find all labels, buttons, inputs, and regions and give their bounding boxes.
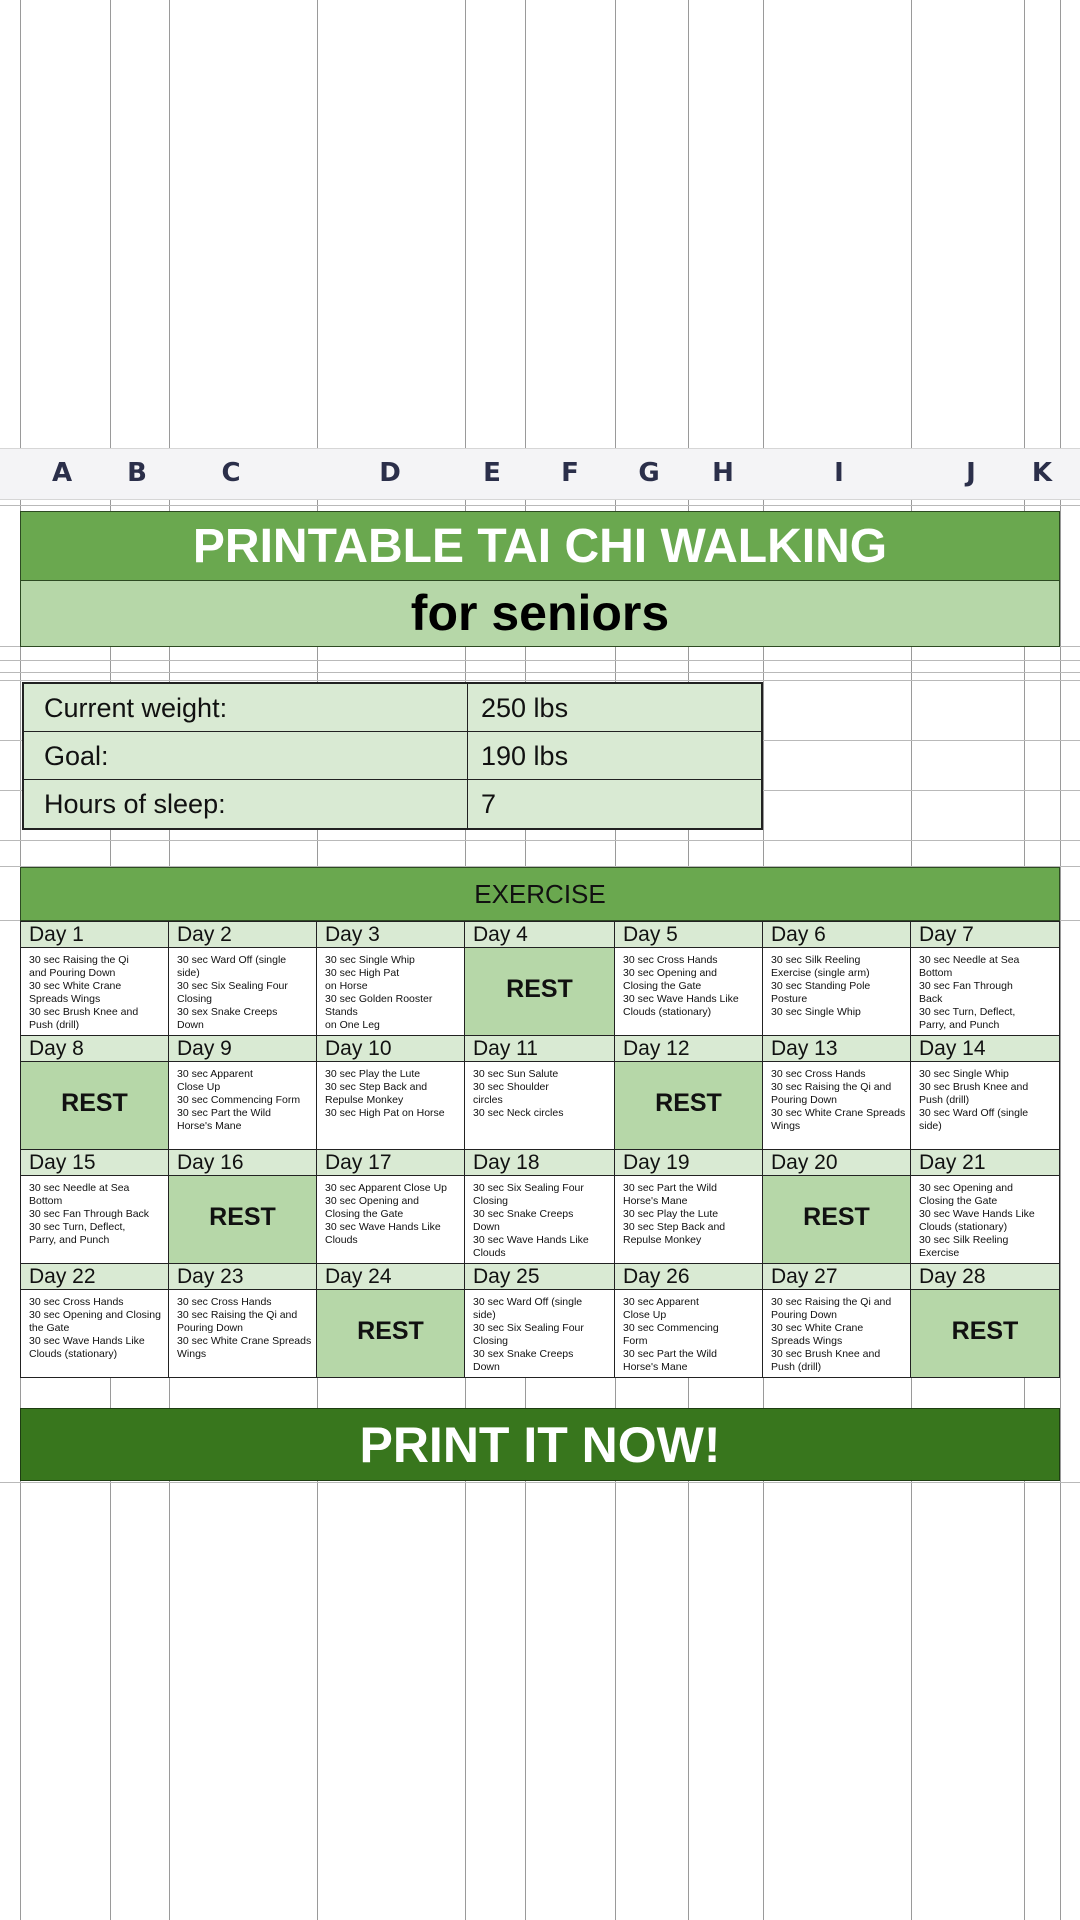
- grid-row-line: [0, 505, 1080, 506]
- calendar-day-cell[interactable]: [169, 922, 317, 1036]
- day-exercises: 30 sec Cross Hands 30 sec Raising the Qi and Pouring Down 30 sec White Crane Spreads Wings: [763, 1062, 910, 1150]
- calendar-day-cell[interactable]: [21, 1036, 169, 1150]
- day-label: Day 5: [615, 922, 762, 948]
- info-table: [22, 682, 763, 830]
- calendar-day-cell[interactable]: [317, 1264, 465, 1378]
- info-value[interactable]: 250 lbs: [481, 693, 569, 723]
- calendar-day-cell[interactable]: [465, 922, 615, 1036]
- day-exercises: 30 sec Opening and Closing the Gate 30 sec Wave Hands Like Clouds (stationary) 30 sec Silk Reeling Exercise: [911, 1176, 1059, 1264]
- page-subtitle: for seniors: [20, 581, 1060, 647]
- column-header-g[interactable]: G: [638, 458, 660, 488]
- day-exercises: 30 sec Cross Hands 30 sec Raising the Qi and Pouring Down 30 sec White Crane Spreads Wings: [169, 1290, 316, 1378]
- calendar-week-3: [21, 1150, 1060, 1264]
- column-header-h[interactable]: H: [712, 458, 734, 488]
- calendar-week-1: [21, 921, 1060, 1036]
- day-label: Day 25: [465, 1264, 614, 1290]
- calendar-day-cell[interactable]: [169, 1150, 317, 1264]
- day-exercises: 30 sec Cross Hands 30 sec Opening and Closing the Gate 30 sec Wave Hands Like Clouds (stationary): [615, 948, 762, 1036]
- day-label: Day 18: [465, 1150, 614, 1176]
- grid-row-line: [0, 1482, 1080, 1483]
- info-value[interactable]: 7: [481, 789, 497, 819]
- day-label: Day 23: [169, 1264, 316, 1290]
- exercise-calendar: [20, 921, 1060, 1378]
- day-label: Day 8: [21, 1036, 168, 1062]
- calendar-day-cell[interactable]: [317, 1150, 465, 1264]
- rest-day-marker: REST: [763, 1176, 910, 1264]
- rest-day-marker: REST: [169, 1176, 316, 1264]
- grid-column-line: [1060, 0, 1061, 1920]
- column-header-i[interactable]: I: [834, 458, 844, 488]
- calendar-day-cell[interactable]: [911, 922, 1060, 1036]
- day-exercises: 30 sec Six Sealing Four Closing 30 sec Snake Creeps Down 30 sec Wave Hands Like Clouds: [465, 1176, 614, 1264]
- day-label: Day 2: [169, 922, 316, 948]
- calendar-day-cell[interactable]: [763, 1036, 911, 1150]
- rest-day-marker: REST: [911, 1290, 1059, 1378]
- day-label: Day 1: [21, 922, 168, 948]
- column-header-e[interactable]: E: [483, 458, 501, 488]
- grid-row-line: [0, 660, 1080, 661]
- calendar-day-cell[interactable]: [615, 922, 763, 1036]
- day-exercises: 30 sec Cross Hands 30 sec Opening and Closing the Gate 30 sec Wave Hands Like Clouds (stationary): [21, 1290, 168, 1378]
- day-exercises: 30 sec Apparent Close Up 30 sec Opening and Closing the Gate 30 sec Wave Hands Like Clouds: [317, 1176, 464, 1264]
- calendar-day-cell[interactable]: [465, 1264, 615, 1378]
- day-label: Day 4: [465, 922, 614, 948]
- page-title: PRINTABLE TAI CHI WALKING: [20, 511, 1060, 581]
- rest-day-marker: REST: [317, 1290, 464, 1378]
- info-label[interactable]: Hours of sleep:: [24, 780, 468, 828]
- calendar-day-cell[interactable]: [465, 1036, 615, 1150]
- column-header-b[interactable]: B: [127, 458, 147, 488]
- calendar-day-cell[interactable]: [615, 1036, 763, 1150]
- rest-day-marker: REST: [21, 1062, 168, 1150]
- day-exercises: 30 sec Single Whip 30 sec Brush Knee and Push (drill) 30 sec Ward Off (single side): [911, 1062, 1059, 1150]
- day-label: Day 13: [763, 1036, 910, 1062]
- calendar-week-2: [21, 1036, 1060, 1150]
- day-label: Day 19: [615, 1150, 762, 1176]
- day-exercises: 30 sec Sun Salute 30 sec Shoulder circles 30 sec Neck circles: [465, 1062, 614, 1150]
- column-header-j[interactable]: J: [966, 458, 976, 488]
- calendar-day-cell[interactable]: [763, 922, 911, 1036]
- day-label: Day 10: [317, 1036, 464, 1062]
- grid-row-line: [0, 680, 1080, 681]
- calendar-day-cell[interactable]: [317, 922, 465, 1036]
- grid-row-line: [0, 672, 1080, 673]
- day-label: Day 27: [763, 1264, 910, 1290]
- day-label: Day 21: [911, 1150, 1059, 1176]
- info-label[interactable]: Current weight:: [24, 684, 468, 731]
- calendar-day-cell[interactable]: [21, 1150, 169, 1264]
- day-label: Day 3: [317, 922, 464, 948]
- column-header-a[interactable]: A: [51, 458, 73, 488]
- grid-row-line: [0, 840, 1080, 841]
- day-label: Day 7: [911, 922, 1059, 948]
- info-row-goal: [24, 732, 761, 780]
- calendar-day-cell[interactable]: [21, 922, 169, 1036]
- day-exercises: 30 sec Needle at Sea Bottom 30 sec Fan Through Back 30 sec Turn, Deflect, Parry, and Punch: [911, 948, 1059, 1036]
- day-label: Day 26: [615, 1264, 762, 1290]
- info-row-weight: [24, 684, 761, 732]
- day-label: Day 20: [763, 1150, 910, 1176]
- info-label[interactable]: Goal:: [24, 732, 468, 779]
- day-label: Day 16: [169, 1150, 316, 1176]
- day-exercises: 30 sec Part the Wild Horse's Mane 30 sec Play the Lute 30 sec Step Back and Repulse Monkey: [615, 1176, 762, 1264]
- calendar-day-cell[interactable]: [911, 1036, 1060, 1150]
- column-header-c[interactable]: C: [221, 458, 241, 488]
- day-exercises: 30 sec Raising the Qi and Pouring Down 30 sec White Crane Spreads Wings 30 sec Brush Knee and Push (drill): [763, 1290, 910, 1378]
- calendar-day-cell[interactable]: [911, 1264, 1060, 1378]
- day-exercises: 30 sec Apparent Close Up 30 sec Commencing Form 30 sec Part the Wild Horse's Mane: [615, 1290, 762, 1378]
- calendar-day-cell[interactable]: [911, 1150, 1060, 1264]
- column-header-k[interactable]: K: [1031, 458, 1053, 488]
- day-exercises: 30 sec Play the Lute 30 sec Step Back and Repulse Monkey 30 sec High Pat on Horse: [317, 1062, 464, 1150]
- calendar-day-cell[interactable]: [169, 1036, 317, 1150]
- calendar-day-cell[interactable]: [763, 1264, 911, 1378]
- rest-day-marker: REST: [465, 948, 614, 1036]
- day-exercises: 30 sec Ward Off (single side) 30 sec Six Sealing Four Closing 30 sex Snake Creeps Down: [169, 948, 316, 1036]
- day-exercises: 30 sec Single Whip 30 sec High Pat on Horse 30 sec Golden Rooster Stands on One Leg: [317, 948, 464, 1036]
- calendar-day-cell[interactable]: [615, 1264, 763, 1378]
- day-label: Day 12: [615, 1036, 762, 1062]
- day-exercises: 30 sec Silk Reeling Exercise (single arm) 30 sec Standing Pole Posture 30 sec Single Whip: [763, 948, 910, 1036]
- day-label: Day 22: [21, 1264, 168, 1290]
- day-label: Day 15: [21, 1150, 168, 1176]
- day-label: Day 28: [911, 1264, 1059, 1290]
- exercise-header: EXERCISE: [20, 867, 1060, 921]
- day-label: Day 11: [465, 1036, 614, 1062]
- day-label: Day 9: [169, 1036, 316, 1062]
- info-value[interactable]: 190 lbs: [481, 741, 569, 771]
- day-label: Day 17: [317, 1150, 464, 1176]
- calendar-day-cell[interactable]: [169, 1264, 317, 1378]
- rest-day-marker: REST: [615, 1062, 762, 1150]
- column-header-bar: [0, 448, 1080, 500]
- info-row-sleep: [24, 780, 761, 828]
- day-label: Day 24: [317, 1264, 464, 1290]
- day-exercises: 30 sec Ward Off (single side) 30 sec Six Sealing Four Closing 30 sex Snake Creeps Down: [465, 1290, 614, 1378]
- calendar-day-cell[interactable]: [465, 1150, 615, 1264]
- day-exercises: 30 sec Needle at Sea Bottom 30 sec Fan Through Back 30 sec Turn, Deflect, Parry, and Punch: [21, 1176, 168, 1264]
- day-exercises: 30 sec Raising the Qi and Pouring Down 30 sec White Crane Spreads Wings 30 sec Brush Knee and Push (drill): [21, 948, 168, 1036]
- day-exercises: 30 sec Apparent Close Up 30 sec Commencing Form 30 sec Part the Wild Horse's Mane: [169, 1062, 316, 1150]
- day-label: Day 14: [911, 1036, 1059, 1062]
- day-label: Day 6: [763, 922, 910, 948]
- calendar-week-4: [21, 1264, 1060, 1378]
- calendar-day-cell[interactable]: [21, 1264, 169, 1378]
- calendar-day-cell[interactable]: [763, 1150, 911, 1264]
- print-button[interactable]: PRINT IT NOW!: [20, 1408, 1060, 1481]
- calendar-day-cell[interactable]: [317, 1036, 465, 1150]
- column-header-d[interactable]: D: [379, 458, 401, 488]
- calendar-day-cell[interactable]: [615, 1150, 763, 1264]
- column-header-f[interactable]: F: [561, 458, 579, 488]
